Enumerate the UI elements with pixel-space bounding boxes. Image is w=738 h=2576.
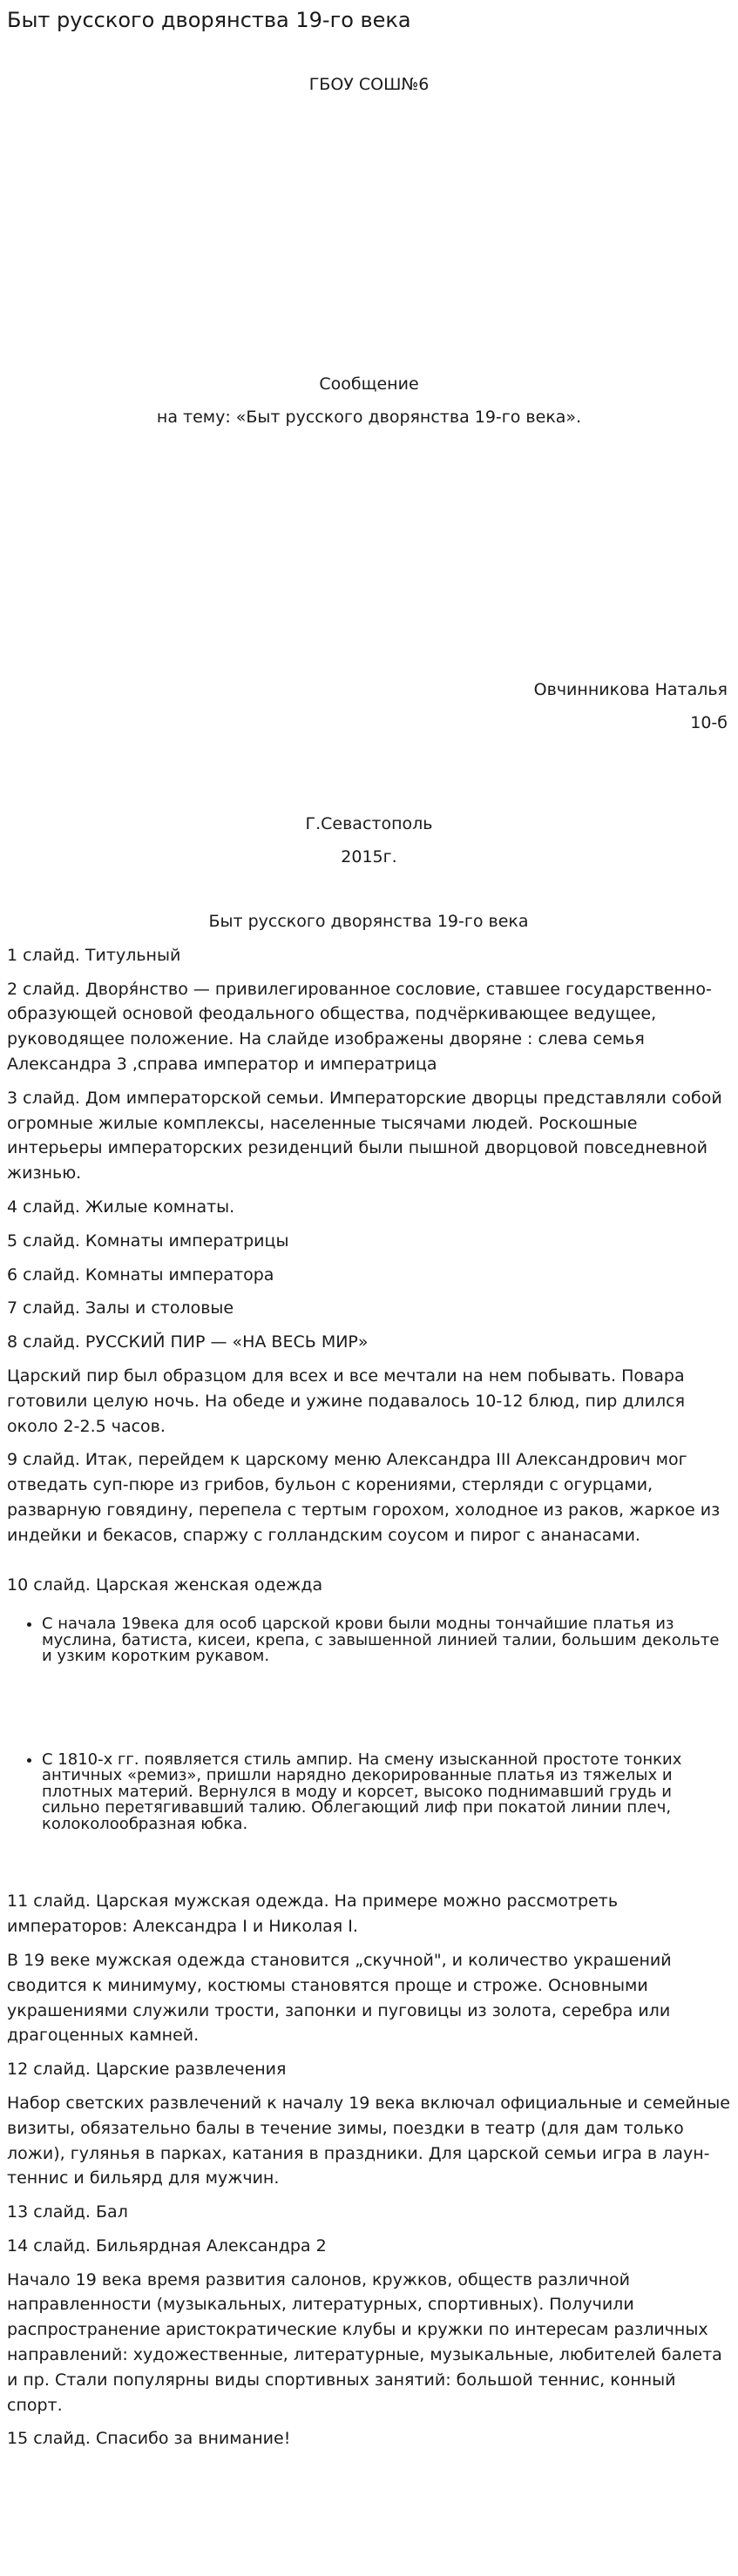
slide-13: 13 слайд. Бал (7, 2202, 128, 2222)
slide-8: 8 слайд. РУССКИЙ ПИР — «НА ВЕСЬ МИР» (7, 1332, 369, 1352)
cover-author: Овчинникова Наталья (533, 680, 728, 699)
slide-6: 6 слайд. Комнаты императора (7, 1264, 274, 1285)
slide-11-text: В 19 веке мужская одежда становится „скучной", и количество украшений сводится к минимуму, костюмы становятся проще и строже. Основными украшениями служили трости, запонки и пуговицы из золота, серебра или драгоценных камней. (7, 1950, 672, 2046)
cover-year: 2015г. (341, 847, 397, 867)
slide-8-text: Царский пир был образцом для всех и все мечтали на нем побывать. Повара готовили целую ночь. На обеде и ужине подавалось 10-12 блюд, пир длился около 2-2.5 часов. (7, 1366, 686, 1436)
slide-9: 9 слайд. Итак, перейдем к царскому меню Александра III Александрович мог отведать суп-пюре из грибов, бульон с корениями, стерляди с огурцами, разварную говядину, перепела с тертым горохом, холодное из раков, жаркое из индейки и бекасов, спаржу с голландским соусом и пирог с ананасами. (7, 1450, 721, 1545)
cover-city: Г.Севастополь (305, 814, 433, 833)
document-body (7, 909, 730, 2460)
slide-12-text: Набор светских развлечений к началу 19 века включал официальные и семейные визиты, обязательно балы в течение зимы, поездки в театр (для дам только ложи), гулянья в парках, катания в праздники. Для царской семьи игра в лаун-теннис и бильярд для мужчин. (7, 2093, 730, 2188)
slide-12: 12 слайд. Царские развлечения (7, 2060, 287, 2080)
slide-1: 1 слайд. Титульный (7, 945, 181, 965)
cover-grade: 10-б (690, 713, 728, 732)
spacer (7, 1557, 730, 1573)
content-heading: Быт русского дворянства 19-го века (208, 912, 529, 931)
slide-3: 3 слайд. Дом императорской семьи. Императорские дворцы представляли собой огромные жилые комплексы, населенные тысячами людей. Роскошные интерьеры императорских резиденций были пышной дворцовой повседневной жизнью. (7, 1088, 722, 1183)
slide-2: 2 слайд. Дворя́нство — привилегированное сословие, ставшее государственно-образующей основой феодального общества, подчёркивающее ведущее, руководящее положение. На слайде изображены дворяне : слева семья Александра 3 ,справа император и императрица (7, 979, 712, 1074)
document-title: Быт русского дворянства 19-го века (7, 8, 411, 32)
slide-15: 15 слайд. Спасибо за внимание! (7, 2429, 291, 2449)
slide-7: 7 слайд. Залы и столовые (7, 1298, 234, 1318)
slide-10: 10 слайд. Царская женская одежда (7, 1575, 323, 1595)
slide-14: 14 слайд. Бильярдная Александра 2 (7, 2235, 327, 2256)
cover-topic: на тему: «Быт русского дворянства 19-го века». (156, 408, 582, 427)
school-name: ГБОУ СОШ№6 (308, 75, 430, 94)
slide-4: 4 слайд. Жилые комнаты. (7, 1197, 235, 1217)
slide-5: 5 слайд. Комнаты императрицы (7, 1231, 289, 1251)
cover-type: Сообщение (319, 374, 419, 394)
slide-10-list (7, 1616, 730, 1832)
slide-11: 11 слайд. Царская мужская одежда. На примере можно рассмотреть императоров: Александра I и Николая I. (7, 1892, 619, 1937)
list-item: • С начала 19века для особ царской крови были модны тончайшие платья из муслина, батиста, кисеи, крепа, с завышенной линией талии, большим декольте и узким коротким рукавом. (42, 1616, 730, 1665)
slide-14-text: Начало 19 века время развития салонов, кружков, обществ различной направленности (музыкальных, литературных, спортивных). Получили распространение аристократические клубы и кружки по интересам различных направлений: художественные, литературные, музыкальные, любителей балета и пр. Стали популярны виды спортивных занятий: большой теннис, конный спорт. (7, 2269, 722, 2415)
list-item: • С 1810-х гг. появляется стиль ампир. На смену изысканной простоте тонких античных «ремиз», пришли нарядно декорированные платья из тяжелых и плотных материй. Вернулся в моду и корсет, высоко поднимавший грудь и сильно перетягивавший талию. Облегающий лиф при покатой линии плеч, колоколообразная юбка. (42, 1752, 730, 1833)
